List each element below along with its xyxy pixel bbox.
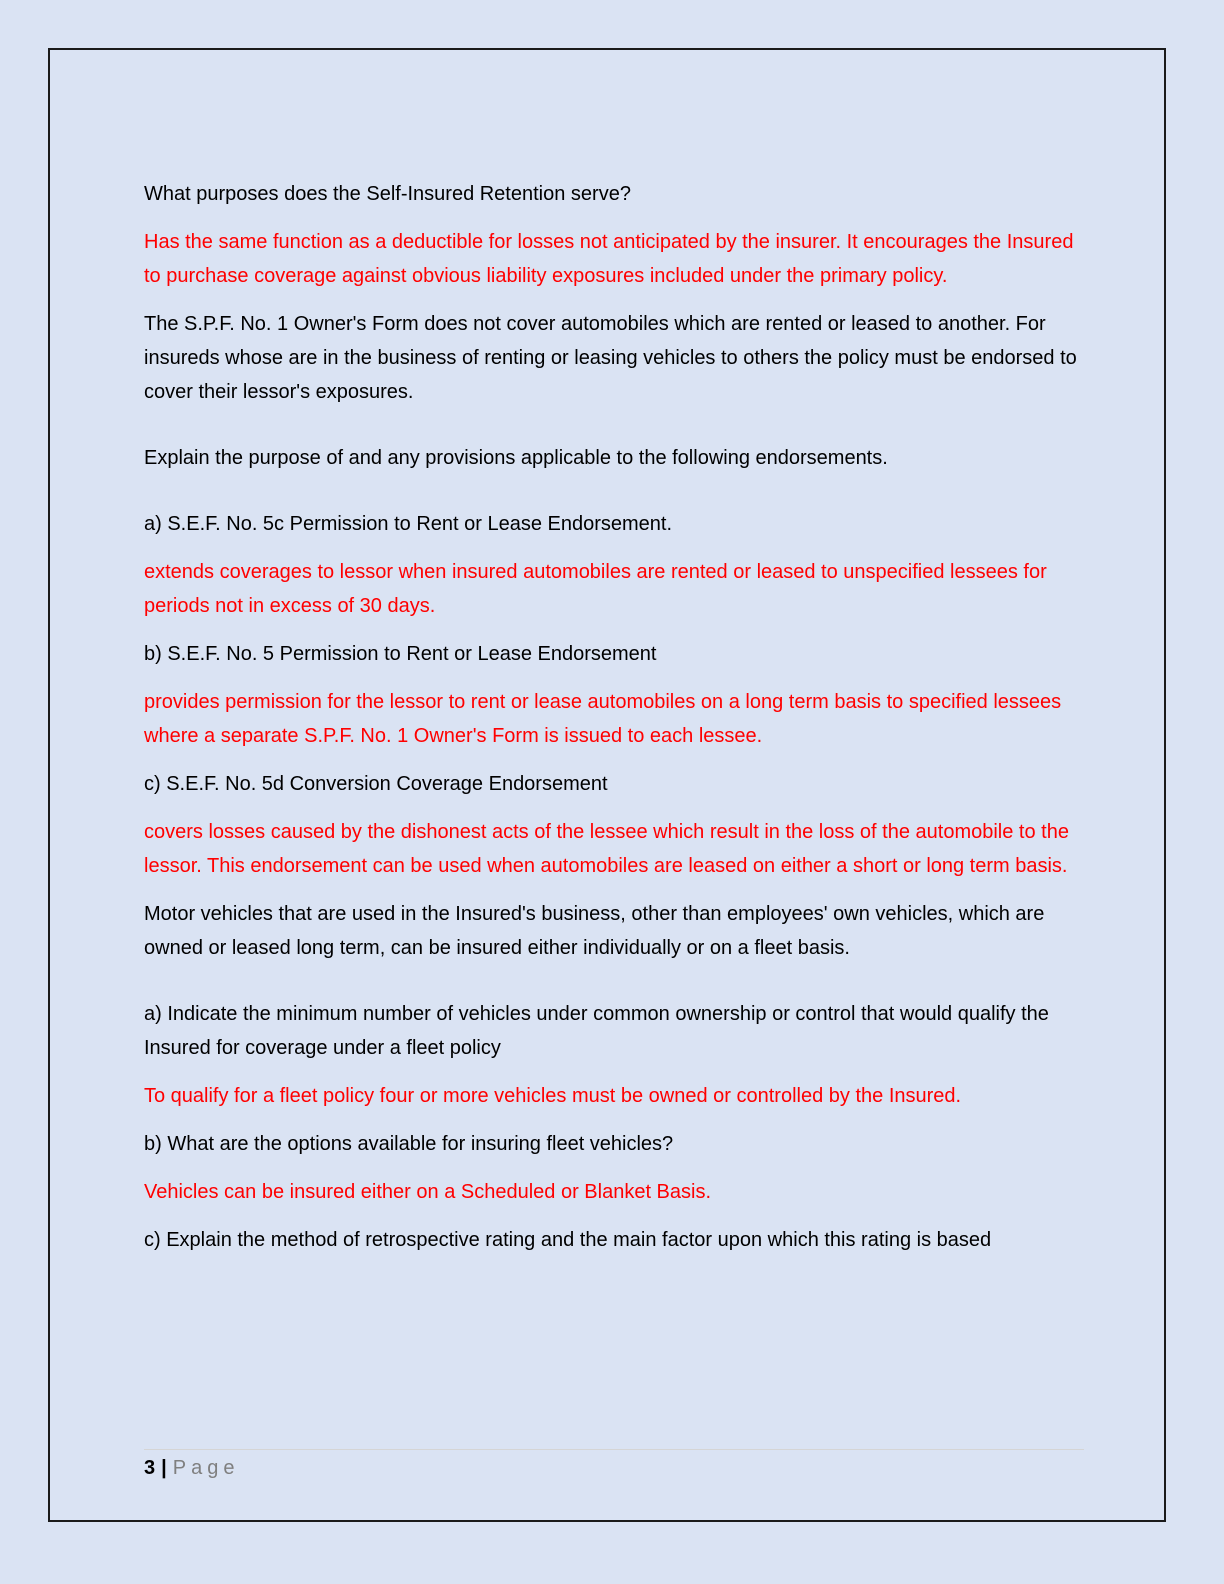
question-sef-5: b) S.E.F. No. 5 Permission to Rent or Lease Endorsement — [144, 643, 657, 665]
footer-divider — [144, 1449, 1084, 1450]
question-self-insured-retention: What purposes does the Self-Insured Retention serve? — [144, 183, 631, 205]
question-fleet-minimum: a) Indicate the minimum number of vehicles under common ownership or control that would qualify the Insured for coverage under a fleet policy — [144, 1003, 1049, 1059]
statement-motor-vehicles: Motor vehicles that are used in the Insured's business, other than employees' own vehicles, which are owned or leased long term, can be insured either individually or on a fleet basis. — [144, 903, 1045, 959]
question-sef-5d: c) S.E.F. No. 5d Conversion Coverage Endorsement — [144, 773, 608, 795]
answer-sef-5d: covers losses caused by the dishonest acts of the lessee which result in the loss of the automobile to the lessor. This endorsement can be used when automobiles are leased on either a short or long term basis. — [144, 821, 1069, 877]
answer-sef-5: provides permission for the lessor to rent or lease automobiles on a long term basis to specified lessees where a separate S.P.F. No. 1 Owner's Form is issued to each lessee. — [144, 691, 1062, 747]
question-endorsements: Explain the purpose of and any provisions applicable to the following endorsements. — [144, 447, 888, 469]
page-footer — [144, 1455, 239, 1481]
answer-fleet-options: Vehicles can be insured either on a Scheduled or Blanket Basis. — [144, 1181, 712, 1203]
answer-fleet-minimum: To qualify for a fleet policy four or more vehicles must be owned or controlled by the Insured. — [144, 1085, 962, 1107]
page-number: 3 — [144, 1457, 156, 1479]
footer-separator: | — [161, 1457, 167, 1479]
answer-sef-5c: extends coverages to lessor when insured automobiles are rented or leased to unspecified lessees for periods not in excess of 30 days. — [144, 561, 1047, 617]
page-label: Page — [172, 1457, 240, 1479]
statement-spf-owners-form: The S.P.F. No. 1 Owner's Form does not cover automobiles which are rented or leased to another. For insureds whose are in the business of renting or leasing vehicles to others the policy must be endorsed to cover their lessor's exposures. — [144, 313, 1077, 403]
question-sef-5c: a) S.E.F. No. 5c Permission to Rent or Lease Endorsement. — [144, 513, 673, 535]
question-retrospective-rating: c) Explain the method of retrospective rating and the main factor upon which this rating is based — [144, 1229, 992, 1251]
question-fleet-options: b) What are the options available for insuring fleet vehicles? — [144, 1133, 674, 1155]
answer-self-insured-retention: Has the same function as a deductible for losses not anticipated by the insurer. It encourages the Insured to purchase coverage against obvious liability exposures included under the primary policy. — [144, 231, 1074, 287]
document-body — [144, 177, 1079, 1257]
